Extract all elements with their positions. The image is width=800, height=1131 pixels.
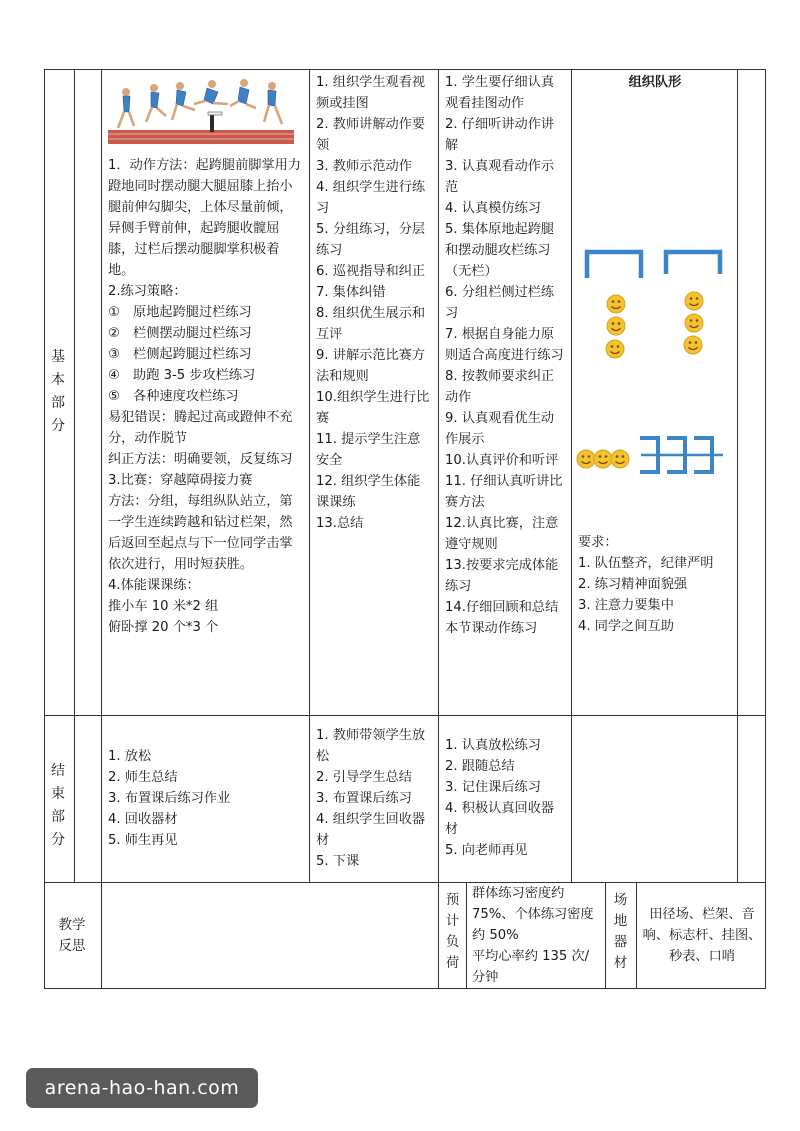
teacher-line: 12. 组织学生体能课课练 bbox=[316, 474, 421, 510]
col-divider-1 bbox=[74, 69, 75, 882]
end-teacher-line: 5. 下课 bbox=[316, 854, 360, 869]
end-teacher-activities bbox=[316, 725, 433, 872]
org-req-item: 3. 注意力要集中 bbox=[578, 598, 674, 613]
teacher-line: 9. 讲解示范比赛方法和规则 bbox=[316, 348, 426, 384]
content-line: ④ 助跑 3-5 步攻栏练习 bbox=[108, 368, 256, 383]
teacher-line: 6. 巡视指导和纠正 bbox=[316, 264, 426, 279]
section-label-reflection bbox=[54, 915, 90, 957]
load-label-text: 预计负荷 bbox=[445, 892, 460, 971]
content-line: 俯卧撑 20 个*3 个 bbox=[108, 620, 219, 635]
content-line: 方法：分组，每组纵队站立，第一学生连续跨越和钻过栏架，然后返回至起点与下一位同学击掌依次进行，用时短获胜。 bbox=[108, 494, 293, 572]
content-line: 4.体能课课练： bbox=[108, 578, 200, 593]
content-line: 纠正方法：明确要领，反复练习 bbox=[108, 452, 293, 467]
student-line: 11. 仔细认真听讲比赛方法 bbox=[445, 474, 563, 510]
section-label-basic bbox=[48, 346, 68, 438]
student-line: 4. 认真模仿练习 bbox=[445, 201, 541, 216]
end-student-line: 5. 向老师再见 bbox=[445, 843, 528, 858]
content-line: 1．动作方法：起跨腿前脚掌用力蹬地同时摆动腿大腿屈膝上抬小腿前伸勾脚尖，上体尽量前倾，异侧手臂前伸，起跨腿收髋屈膝，过栏后摆动腿脚掌积极着地。 bbox=[108, 158, 302, 278]
end-teacher-line: 4. 组织学生回收器材 bbox=[316, 812, 426, 848]
venue-label-text: 场地器材 bbox=[613, 892, 628, 971]
org-requirements bbox=[578, 532, 736, 637]
end-content-line: 1. 放松 bbox=[108, 749, 152, 764]
footer-divider-1 bbox=[101, 882, 102, 989]
end-content-line: 3. 布置课后练习作业 bbox=[108, 791, 231, 806]
teacher-line: 7. 集体纠错 bbox=[316, 285, 386, 300]
end-student-line: 2. 跟随总结 bbox=[445, 759, 515, 774]
student-line: 9. 认真观看优生动作展示 bbox=[445, 411, 555, 447]
end-teacher-line: 2. 引导学生总结 bbox=[316, 770, 412, 785]
section-label-end bbox=[48, 760, 68, 852]
basic-student-activities bbox=[445, 72, 566, 639]
teacher-line: 13.总结 bbox=[316, 516, 364, 531]
content-line: 3.比赛：穿越障碍接力赛 bbox=[108, 473, 253, 488]
load-line: 群体练习密度约75%、个体练习密度约 50% bbox=[472, 886, 594, 943]
content-line: ① 原地起跨腿过栏练习 bbox=[108, 305, 252, 320]
student-line: 7. 根据自身能力原则适合高度进行练习 bbox=[445, 327, 564, 363]
load-label bbox=[443, 890, 462, 974]
end-student-line: 4. 积极认真回收器材 bbox=[445, 801, 555, 837]
load-text bbox=[472, 883, 600, 988]
student-line: 5. 集体原地起跨腿和摆动腿攻栏练习（无栏） bbox=[445, 222, 555, 279]
footer-divider-3 bbox=[605, 882, 606, 989]
teacher-line: 3. 教师示范动作 bbox=[316, 159, 412, 174]
end-content-line: 5. 师生再见 bbox=[108, 833, 178, 848]
basic-teacher-activities bbox=[316, 72, 433, 534]
teacher-line: 2. 教师讲解动作要领 bbox=[316, 117, 426, 153]
venue-text: 田径场、栏架、音响、标志杆、挂图、秒表、口哨 bbox=[642, 907, 762, 964]
student-line: 10.认真评价和听评 bbox=[445, 453, 559, 468]
basic-content bbox=[108, 155, 304, 638]
teacher-line: 8. 组织优生展示和互评 bbox=[316, 306, 426, 342]
load-line: 平均心率约 135 次/分钟 bbox=[472, 949, 590, 985]
venue-label bbox=[611, 890, 630, 974]
col-divider-5 bbox=[571, 69, 572, 882]
end-student-line: 1. 认真放松练习 bbox=[445, 738, 541, 753]
org-req-item: 2. 练习精神面貌强 bbox=[578, 577, 688, 592]
content-line: ② 栏侧摆动腿过栏练习 bbox=[108, 326, 252, 341]
section-label-reflection-text: 教学反思 bbox=[58, 917, 86, 954]
teacher-line: 5. 分组练习，分层练习 bbox=[316, 222, 426, 258]
content-line: ⑤ 各种速度攻栏练习 bbox=[108, 389, 239, 404]
content-line: ③ 栏侧起跨腿过栏练习 bbox=[108, 347, 252, 362]
student-line: 2. 仔细听讲动作讲解 bbox=[445, 117, 555, 153]
col-divider-3 bbox=[309, 69, 310, 882]
org-title: 组织队形 bbox=[628, 75, 682, 90]
end-teacher-line: 3. 布置课后练习 bbox=[316, 791, 412, 806]
formation-diagram bbox=[573, 240, 738, 480]
row-divider-end-footer bbox=[44, 882, 766, 883]
hurdling-illustration bbox=[108, 74, 294, 144]
teacher-line: 10.组织学生进行比赛 bbox=[316, 390, 430, 426]
end-content-line: 4. 回收器材 bbox=[108, 812, 178, 827]
end-student-line: 3. 记住课后练习 bbox=[445, 780, 541, 795]
content-line: 易犯错误：腾起过高或蹬伸不充分，动作脱节 bbox=[108, 410, 293, 446]
student-line: 6. 分组栏侧过栏练习 bbox=[445, 285, 555, 321]
watermark: arena-hao-han.com bbox=[26, 1068, 258, 1108]
student-line: 14.仔细回顾和总结本节课动作练习 bbox=[445, 600, 559, 636]
end-student-activities bbox=[445, 735, 566, 861]
org-req-item: 1. 队伍整齐，纪律严明 bbox=[578, 556, 714, 571]
org-req-item: 4. 同学之间互助 bbox=[578, 619, 674, 634]
row-divider-basic-end bbox=[44, 715, 766, 716]
end-content bbox=[108, 746, 304, 851]
footer-divider-2 bbox=[466, 882, 467, 989]
section-label-end-text: 结束部分 bbox=[51, 763, 65, 848]
end-teacher-line: 1. 教师带领学生放松 bbox=[316, 728, 426, 764]
student-line: 1. 学生要仔细认真观看挂图动作 bbox=[445, 75, 555, 111]
content-line: 推小车 10 米*2 组 bbox=[108, 599, 219, 614]
teacher-line: 1. 组织学生观看视频或挂图 bbox=[316, 75, 426, 111]
teacher-line: 4. 组织学生进行练习 bbox=[316, 180, 426, 216]
col-divider-2 bbox=[101, 69, 102, 882]
student-line: 3. 认真观看动作示范 bbox=[445, 159, 555, 195]
col-divider-4 bbox=[438, 69, 439, 989]
student-line: 12.认真比赛，注意遵守规则 bbox=[445, 516, 559, 552]
student-line: 8. 按教师要求纠正动作 bbox=[445, 369, 555, 405]
student-line: 13.按要求完成体能练习 bbox=[445, 558, 559, 594]
teacher-line: 11. 提示学生注意安全 bbox=[316, 432, 421, 468]
section-label-basic-text: 基本部分 bbox=[51, 349, 65, 434]
footer-divider-4 bbox=[636, 882, 637, 989]
content-line: 2.练习策略： bbox=[108, 284, 187, 299]
org-req-title: 要求： bbox=[578, 535, 618, 550]
end-content-line: 2. 师生总结 bbox=[108, 770, 178, 785]
